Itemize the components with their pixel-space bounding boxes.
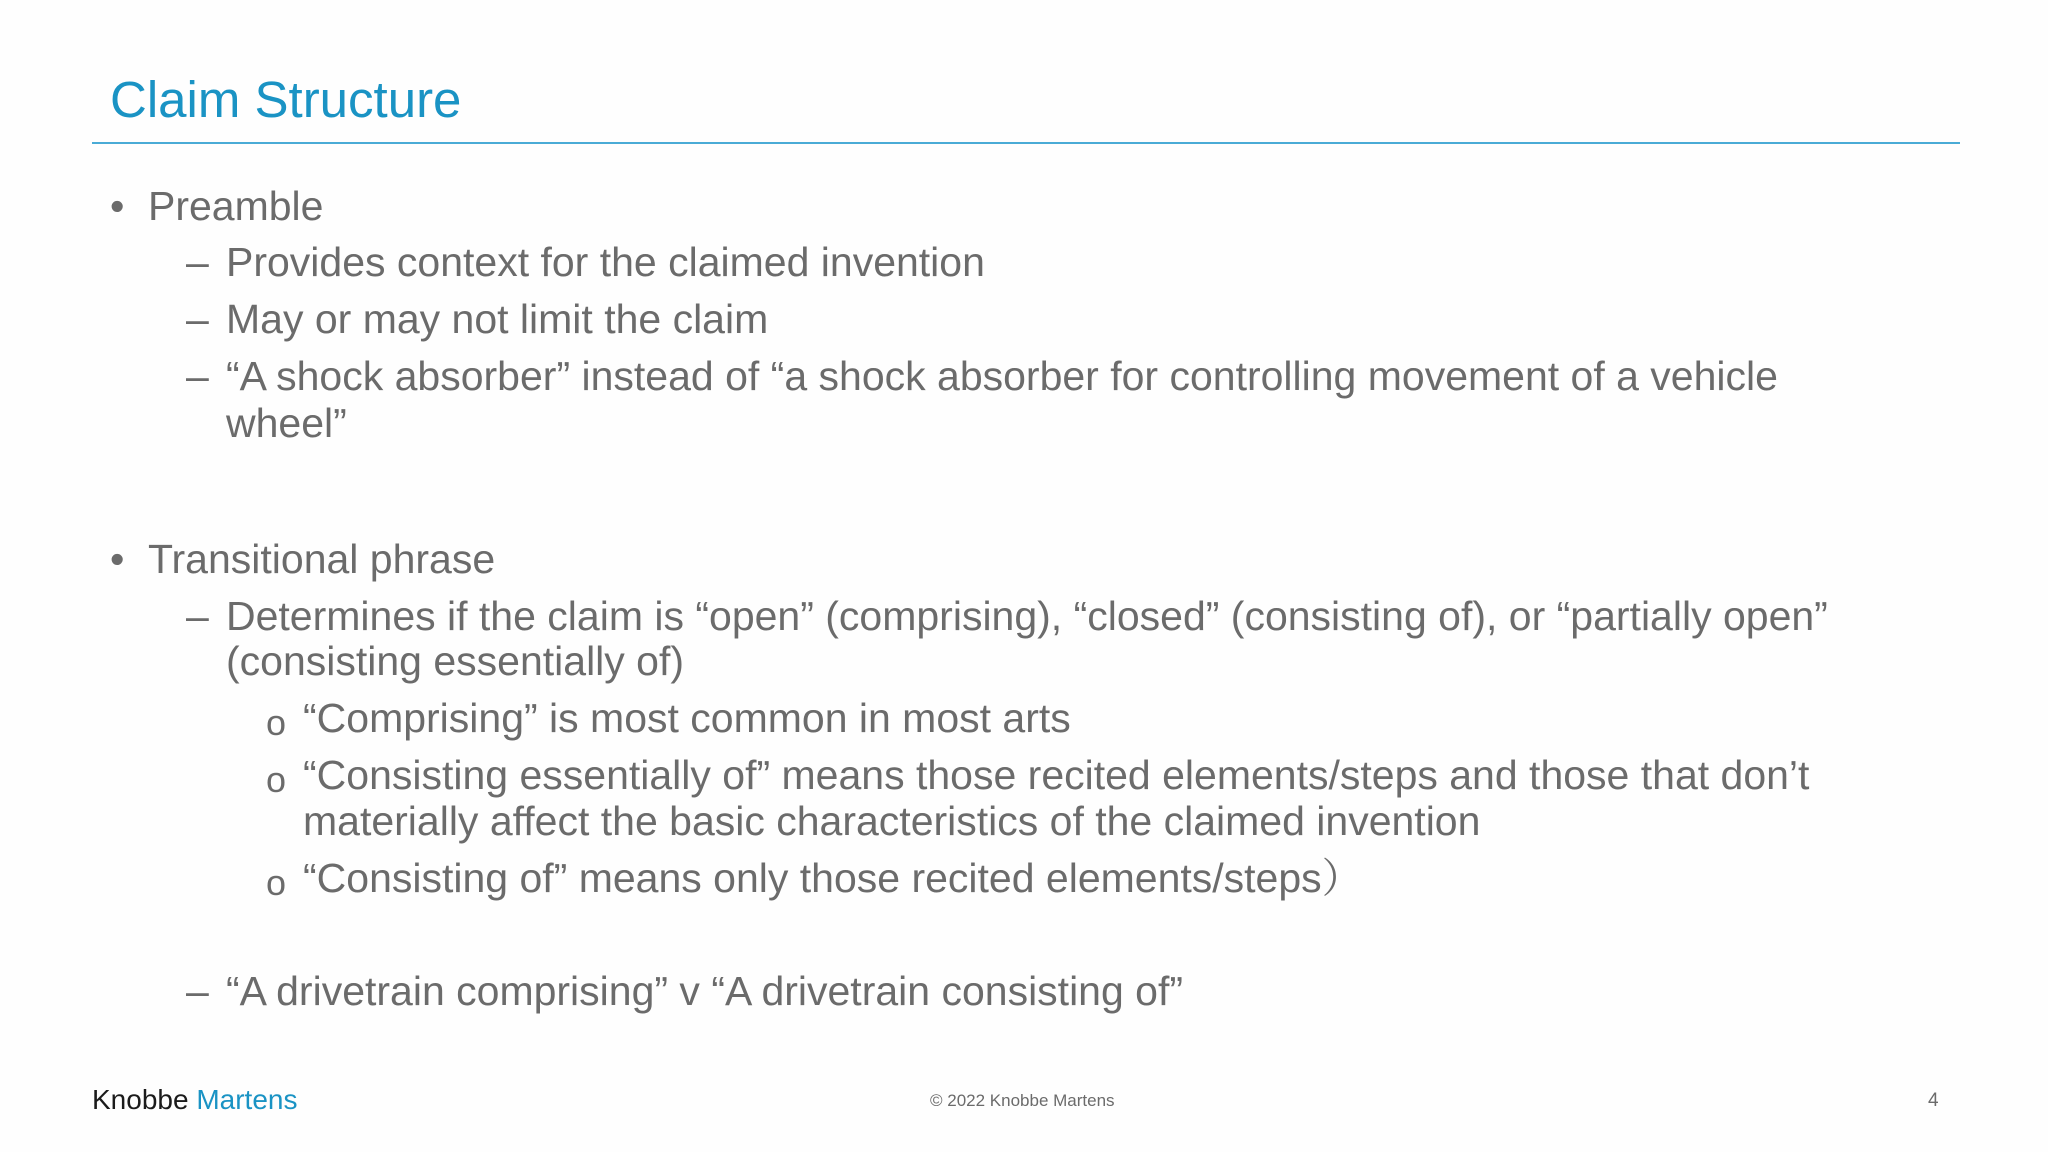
slide-title: Claim Structure <box>110 71 462 128</box>
logo-knobbe: Knobbe <box>92 1084 189 1115</box>
bullet-marker: • <box>110 536 125 582</box>
dash-marker: – <box>186 296 209 342</box>
dash-marker: – <box>186 593 209 639</box>
logo-martens: Martens <box>196 1084 298 1115</box>
preamble-sub-context: Provides context for the claimed invention <box>226 239 985 285</box>
circle-marker: o <box>266 759 287 800</box>
item-consisting-of: “Consisting of” means only those recited elements/steps） <box>303 855 1363 901</box>
transitional-sub-drivetrain: “A drivetrain comprising” v “A drivetrain consisting of” <box>226 968 1184 1014</box>
title-divider <box>92 142 1960 144</box>
item-consisting-essentially: “Consisting essentially of” means those recited elements/steps and those that don’t <box>303 752 1810 798</box>
item-consisting-essentially-cont: materially affect the basic characteristics of the claimed invention <box>303 798 1481 844</box>
footer-copyright: © 2022 Knobbe Martens <box>930 1091 1115 1110</box>
transitional-sub-open-closed-cont: (consisting essentially of) <box>226 638 685 684</box>
bullet-transitional: Transitional phrase <box>148 536 496 582</box>
preamble-sub-example: “A shock absorber” instead of “a shock absorber for controlling movement of a vehicle <box>226 353 1778 399</box>
preamble-sub-example-cont: wheel” <box>226 400 347 446</box>
page-number: 4 <box>1928 1090 1939 1111</box>
preamble-sub-limit: May or may not limit the claim <box>226 296 769 342</box>
bullet-marker: • <box>110 183 125 229</box>
knobbe-martens-logo <box>92 1084 297 1116</box>
circle-marker: o <box>266 862 287 903</box>
dash-marker: – <box>186 239 209 285</box>
bullet-preamble: Preamble <box>148 183 324 229</box>
dash-marker: – <box>186 353 209 399</box>
transitional-sub-open-closed: Determines if the claim is “open” (comprising), “closed” (consisting of), or “partially open” <box>226 593 1828 639</box>
item-comprising: “Comprising” is most common in most arts <box>303 695 1071 741</box>
circle-marker: o <box>266 702 287 743</box>
dash-marker: – <box>186 968 209 1014</box>
